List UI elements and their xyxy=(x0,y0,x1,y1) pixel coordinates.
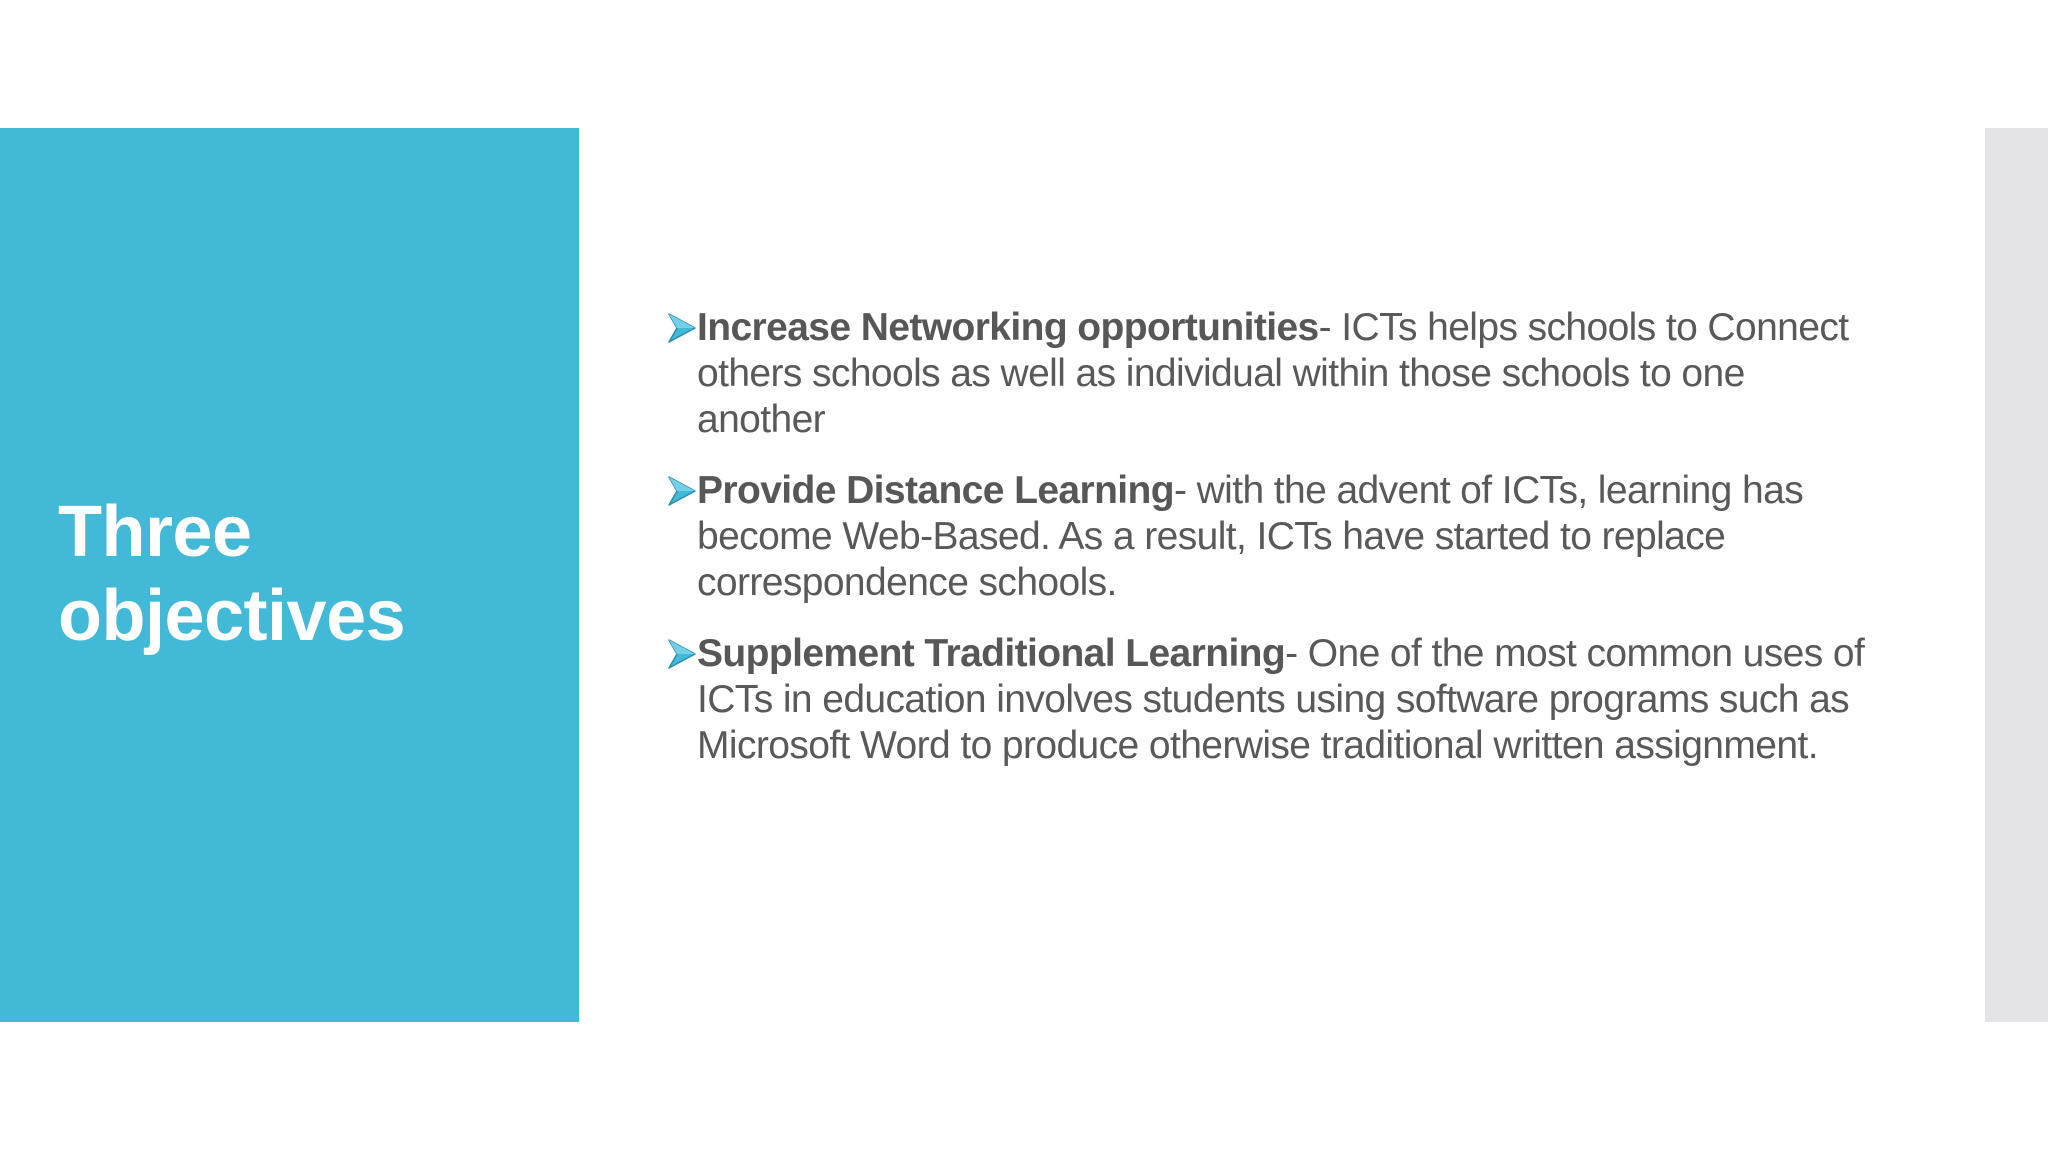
title-line-2: objectives xyxy=(58,576,406,656)
bullet-text: - with the advent of ICTs, learning has become Web-Based. As a result, ICTs have started to replace correspondence schools. xyxy=(697,469,1804,604)
bullet-heading: Supplement Traditional Learning xyxy=(697,632,1286,675)
right-side-band xyxy=(1985,128,2048,1022)
bullet-item-distance-learning xyxy=(665,468,1880,606)
bullet-heading: Provide Distance Learning xyxy=(697,469,1174,512)
bullet-text: - ICTs helps schools to Connect others schools as well as individual within those schools to one another xyxy=(697,306,1849,441)
bullet-list xyxy=(665,305,1880,794)
arrow-bullet-icon xyxy=(667,312,697,344)
bullet-text: - One of the most common uses of ICTs in education involves students using software programs such as Microsoft Word to produce otherwise traditional written assignment. xyxy=(697,632,1865,767)
bullet-item-networking xyxy=(665,305,1880,443)
arrow-bullet-icon xyxy=(667,475,697,507)
bullet-item-traditional-learning xyxy=(665,631,1880,769)
arrow-bullet-icon xyxy=(667,638,697,670)
bullet-heading: Increase Networking opportunities xyxy=(697,306,1319,349)
title-line-1: Three xyxy=(58,492,252,572)
slide-title xyxy=(58,490,558,658)
